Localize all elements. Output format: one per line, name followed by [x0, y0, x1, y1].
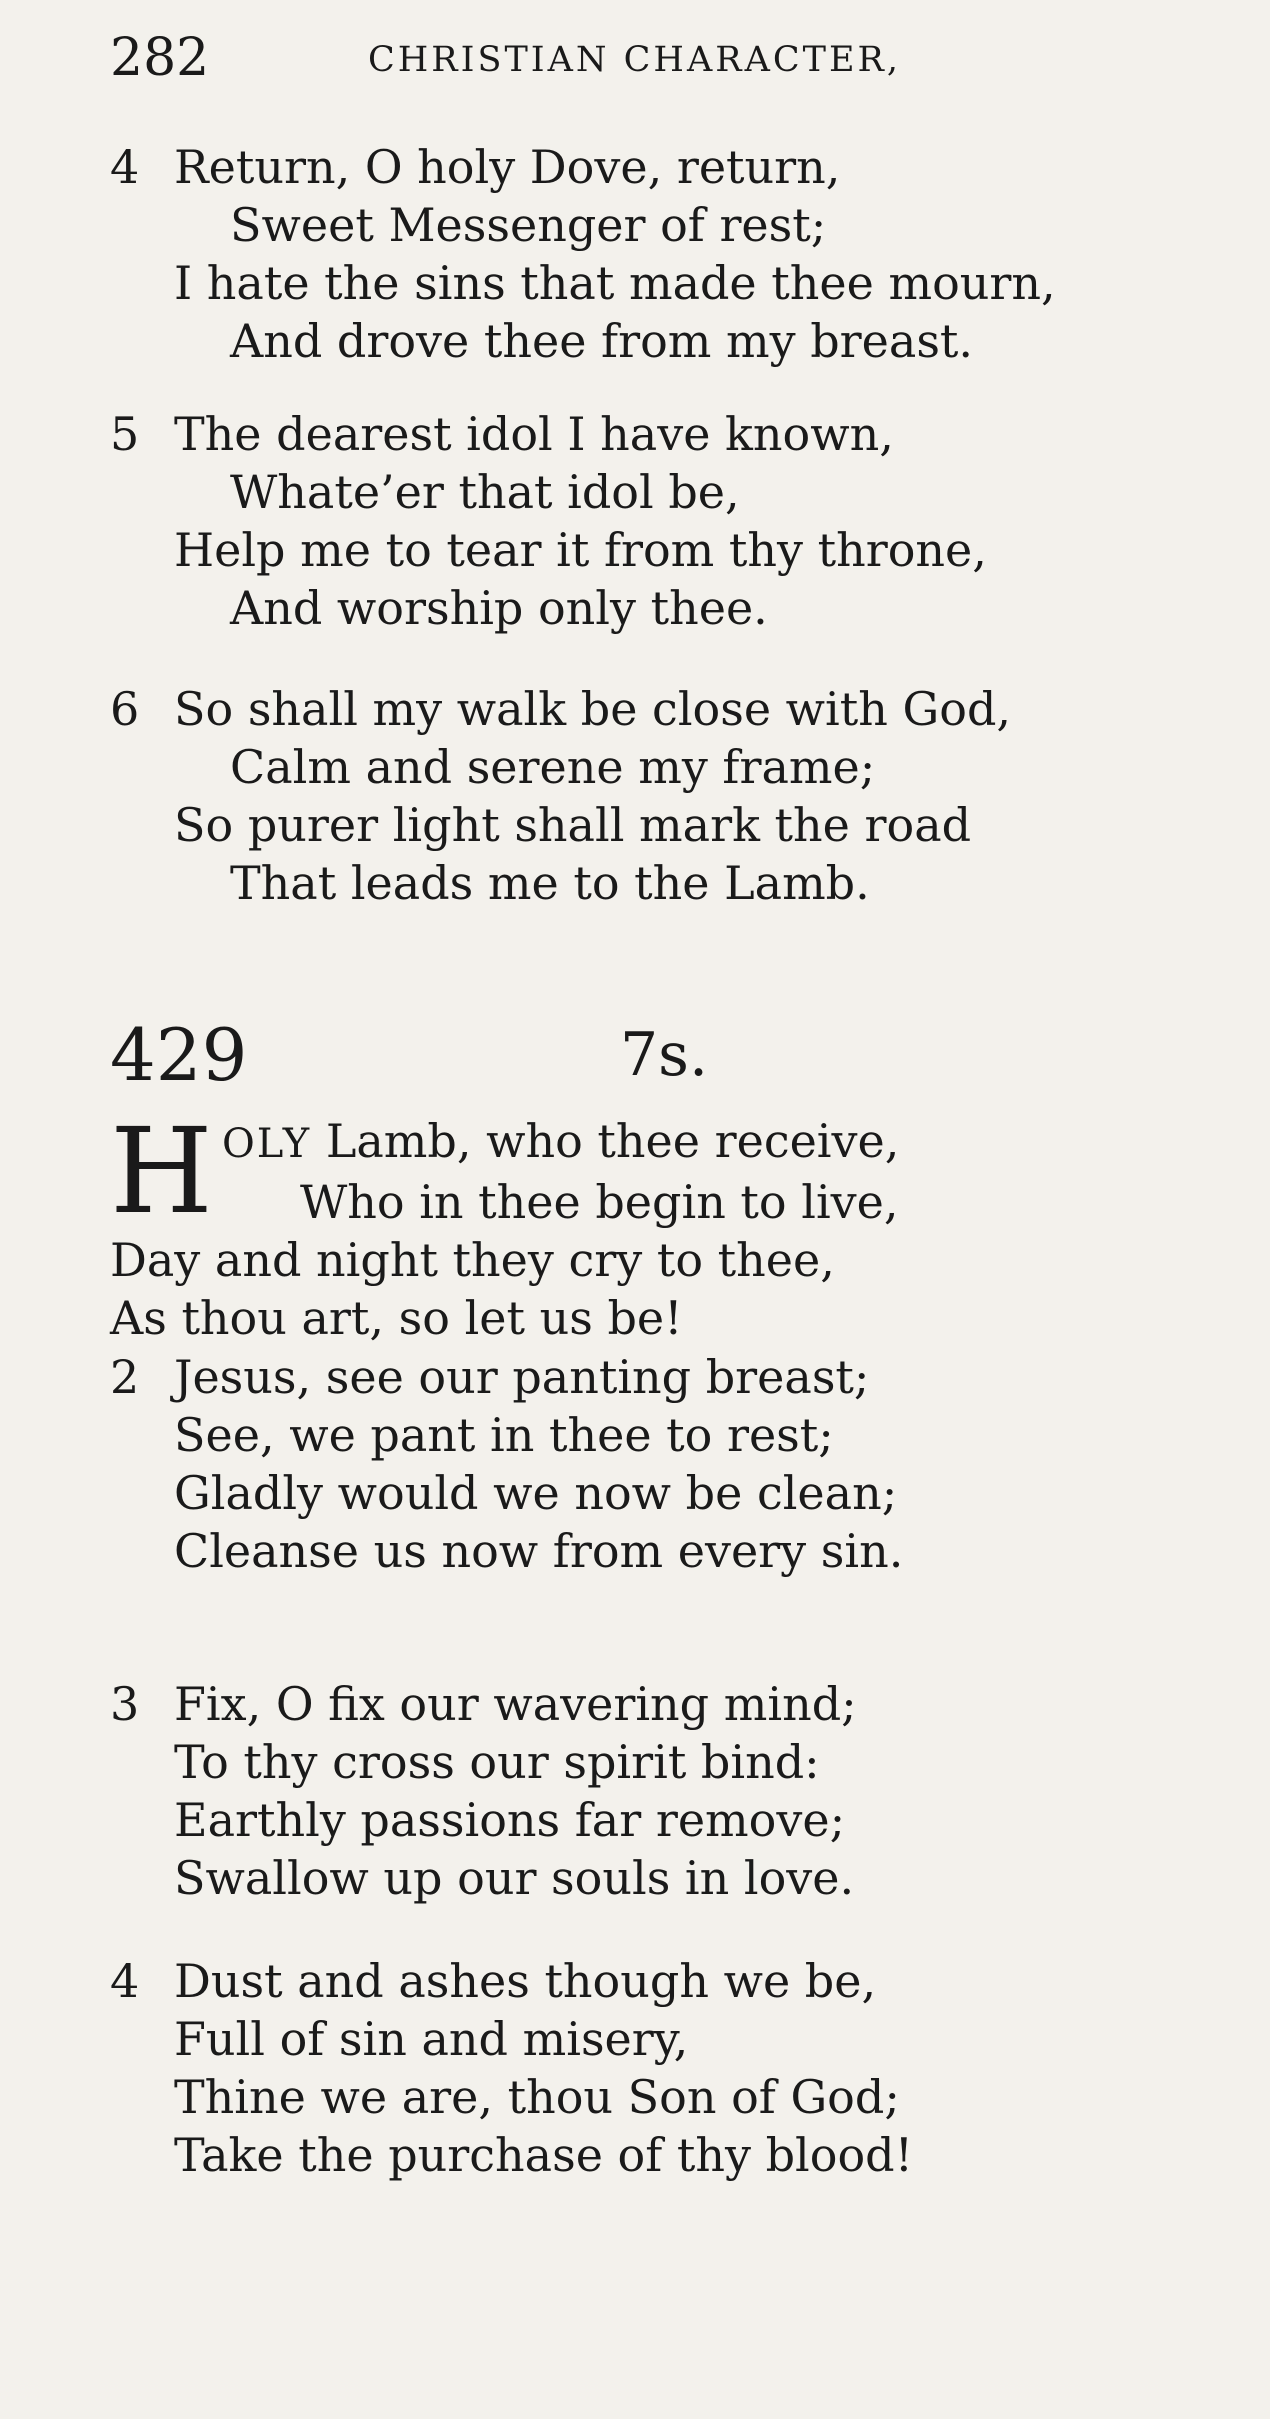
stanza-number: 4: [110, 1954, 140, 2008]
verse-line: 4 Dust and ashes though we be,: [110, 1954, 877, 2008]
stanza-number: 3: [110, 1677, 140, 1731]
verse-line: Full of sin and misery,: [174, 2012, 689, 2066]
stanza-4: [110, 1952, 1230, 2184]
stanza-number: 4: [110, 140, 140, 194]
page-header: [110, 28, 1210, 88]
stanza-prev-5: [110, 405, 1230, 637]
verse-line: That leads me to the Lamb.: [230, 856, 870, 910]
verse-line: 6 So shall my walk be close with God,: [110, 682, 1012, 736]
verse-line: Sweet Messenger of rest;: [230, 198, 827, 252]
page-number: 282: [110, 28, 210, 88]
hymn-number: 429: [110, 1013, 248, 1097]
stanza-2: [110, 1348, 1230, 1580]
verse-line: To thy cross our spirit bind:: [174, 1735, 820, 1789]
verse-line: Whate’er that idol be,: [230, 465, 740, 519]
verse-line: 2 Jesus, see our panting breast;: [110, 1350, 870, 1404]
verse-line: Help me to tear it from thy throne,: [174, 523, 987, 577]
stanza-prev-4: [110, 138, 1230, 370]
running-title: CHRISTIAN CHARACTER,: [368, 40, 902, 80]
verse-line: Thine we are, thou Son of God;: [174, 2070, 900, 2124]
stanza-number: 6: [110, 682, 140, 736]
drop-cap: H: [110, 1102, 213, 1240]
verse-line: See, we pant in thee to rest;: [174, 1408, 834, 1462]
verse-line: I hate the sins that made thee mourn,: [174, 256, 1056, 310]
first-word-rest: OLY: [222, 1121, 312, 1167]
stanza-3: [110, 1675, 1230, 1907]
stanza-1: [110, 1102, 1230, 1347]
verse-line: 4 Return, O holy Dove, return,: [110, 140, 841, 194]
verse-line: Take the purchase of thy blood!: [174, 2128, 914, 2182]
stanza-number: 2: [110, 1350, 140, 1404]
stanza-prev-6: [110, 680, 1230, 912]
verse-line: Who in thee begin to live,: [300, 1175, 899, 1229]
verse-line: Calm and serene my frame;: [230, 740, 876, 794]
hymn-meter: 7s.: [620, 1020, 709, 1090]
hymn-heading: [110, 1010, 1110, 1100]
verse-line: Cleanse us now from every sin.: [174, 1524, 904, 1578]
verse-line: 3 Fix, O fix our wavering mind;: [110, 1677, 857, 1731]
verse-line: Day and night they cry to thee,: [110, 1233, 835, 1287]
verse-line: And worship only thee.: [230, 581, 768, 635]
verse-line: Gladly would we now be clean;: [174, 1466, 898, 1520]
stanza-number: 5: [110, 407, 140, 461]
verse-line: Earthly passions far remove;: [174, 1793, 846, 1847]
verse-line: And drove thee from my breast.: [230, 314, 974, 368]
verse-line: OLY Lamb, who thee receive,: [222, 1114, 900, 1168]
verse-line: 5 The dearest idol I have known,: [110, 407, 894, 461]
verse-line: As thou art, so let us be!: [110, 1291, 683, 1345]
verse-line: So purer light shall mark the road: [174, 798, 972, 852]
verse-line: Swallow up our souls in love.: [174, 1851, 855, 1905]
